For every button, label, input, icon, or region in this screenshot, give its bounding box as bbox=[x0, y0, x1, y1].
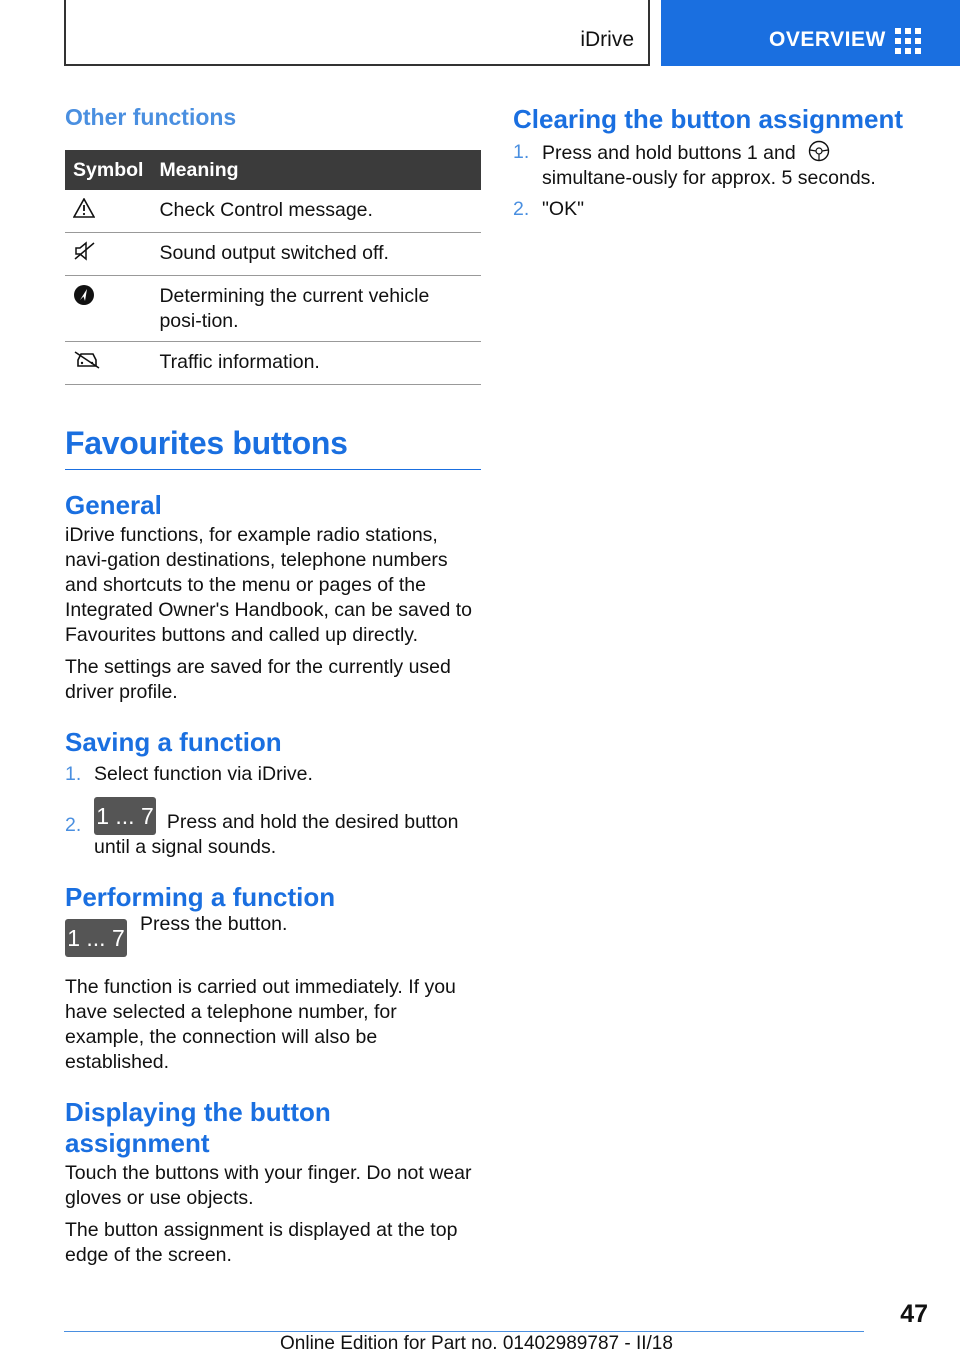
symbol-cell bbox=[65, 190, 151, 233]
table-row bbox=[65, 276, 481, 342]
meaning-cell: Traffic information. bbox=[151, 342, 481, 385]
header-chapter-title: OVERVIEW bbox=[769, 28, 886, 51]
general-paragraph-2: The settings are saved for the currently used driver profile. bbox=[65, 656, 451, 703]
step-number: 2. bbox=[513, 198, 530, 220]
step-text-b: simultane-ously for approx. 5 seconds. bbox=[542, 167, 876, 189]
performing-press-text: Press the button. bbox=[140, 913, 288, 935]
table-row bbox=[65, 342, 481, 385]
list-item bbox=[65, 797, 481, 860]
right-column bbox=[513, 100, 923, 222]
general-title: General bbox=[65, 490, 162, 520]
step-text-a: Press and hold buttons 1 and bbox=[542, 142, 796, 164]
other-functions-title: Other functions bbox=[65, 104, 237, 130]
speaker-muted-icon bbox=[73, 241, 97, 261]
step-number: 1. bbox=[513, 141, 530, 163]
steering-wheel-icon bbox=[807, 140, 831, 162]
clearing-steps bbox=[513, 140, 923, 222]
general-paragraph-1: iDrive functions, for example radio stations, navi-gation destinations, telephone numbers and shortcuts to the menu or pages of the Integrated Owner's Handbook, can be saved to Favourites buttons and called up directly. bbox=[65, 524, 472, 646]
list-item bbox=[513, 197, 923, 222]
list-item bbox=[65, 762, 481, 787]
table-row bbox=[65, 190, 481, 233]
table-header-row bbox=[65, 150, 481, 190]
table-row bbox=[65, 233, 481, 276]
symbol-cell bbox=[65, 276, 151, 342]
meaning-cell: Sound output switched off. bbox=[151, 233, 481, 276]
symbol-cell bbox=[65, 233, 151, 276]
performing-paragraph: The function is carried out immediately. If you have selected a telephone number, for example, the connection will also be established. bbox=[65, 976, 456, 1073]
col-symbol-header: Symbol bbox=[65, 150, 151, 190]
grid-menu-icon[interactable] bbox=[895, 28, 921, 54]
step-text: Select function via iDrive. bbox=[94, 763, 313, 785]
left-column bbox=[65, 100, 481, 1268]
saving-steps bbox=[65, 762, 481, 860]
clearing-title: Clearing the button assignment bbox=[513, 104, 904, 134]
step-text: Press and hold the desired button until a signal sounds. bbox=[94, 811, 459, 858]
traffic-info-icon bbox=[73, 350, 101, 370]
col-meaning-header: Meaning bbox=[151, 150, 481, 190]
navigation-arrow-icon bbox=[73, 284, 95, 306]
performing-press-row bbox=[65, 913, 481, 961]
displaying-paragraph-2: The button assignment is displayed at the top edge of the screen. bbox=[65, 1219, 458, 1266]
header-section-box bbox=[64, 0, 650, 66]
header-section-title: iDrive bbox=[580, 28, 634, 51]
footer-divider bbox=[64, 1331, 864, 1332]
favourites-title: Favourites buttons bbox=[65, 421, 481, 470]
meaning-cell: Check Control message. bbox=[151, 190, 481, 233]
footer-edition: Online Edition for Part no. 01402989787 - II/18 bbox=[280, 1333, 673, 1354]
symbol-table bbox=[65, 150, 481, 385]
header-chapter-tab[interactable] bbox=[661, 0, 960, 66]
displaying-paragraph-1: Touch the buttons with your finger. Do not wear gloves or use objects. bbox=[65, 1162, 472, 1209]
step-number: 2. bbox=[65, 814, 82, 836]
displaying-title: Displaying the button assignment bbox=[65, 1097, 331, 1158]
performing-title: Performing a function bbox=[65, 882, 336, 912]
saving-title: Saving a function bbox=[65, 727, 282, 757]
list-item bbox=[513, 140, 923, 191]
step-text: "OK" bbox=[542, 198, 585, 220]
favourite-button-image: 1 ... 7 bbox=[94, 797, 156, 835]
page-number: 47 bbox=[900, 1300, 928, 1328]
favourite-button-image: 1 ... 7 bbox=[65, 919, 127, 957]
warning-triangle-icon bbox=[73, 198, 95, 218]
meaning-cell: Determining the current vehicle posi-tion. bbox=[151, 276, 481, 342]
symbol-cell bbox=[65, 342, 151, 385]
step-number: 1. bbox=[65, 763, 82, 785]
